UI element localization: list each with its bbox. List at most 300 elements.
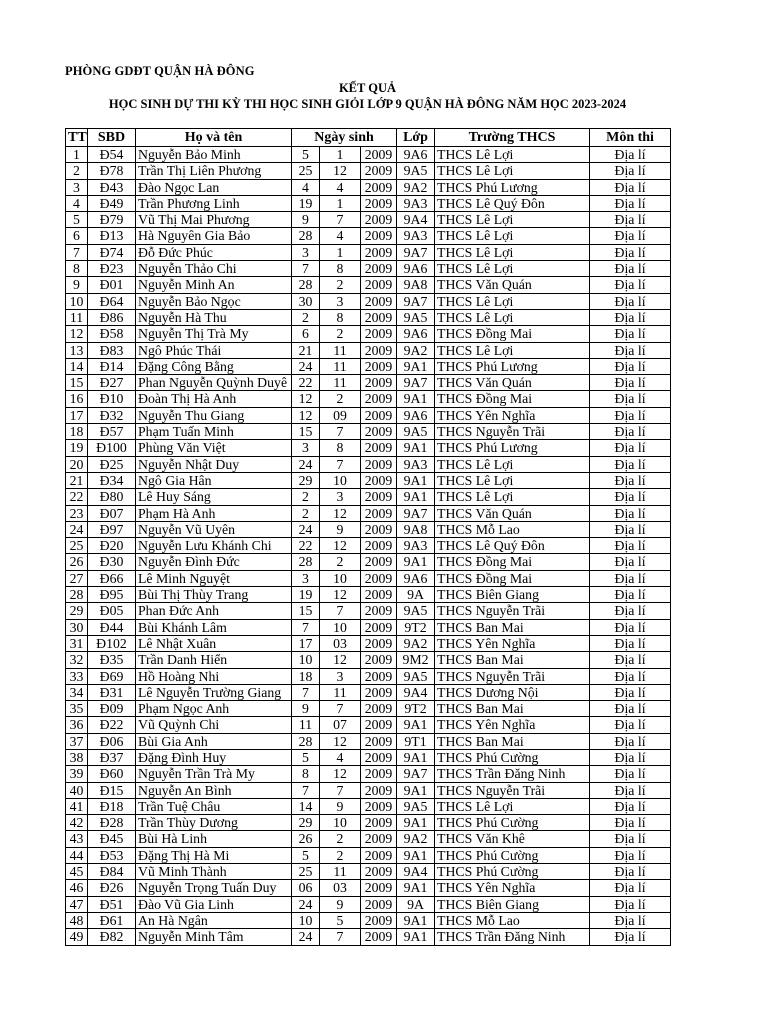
candidate-number: Đ84 bbox=[88, 864, 136, 880]
candidate-number: Đ64 bbox=[88, 293, 136, 309]
birth-year: 2009 bbox=[361, 489, 397, 505]
row-number: 44 bbox=[66, 847, 88, 863]
student-name: Nguyễn Trần Trà My bbox=[136, 766, 292, 782]
birth-month: 7 bbox=[320, 424, 361, 440]
table-row bbox=[66, 391, 671, 407]
class-name: 9A1 bbox=[397, 358, 435, 374]
class-name: 9A1 bbox=[397, 554, 435, 570]
table-row bbox=[66, 847, 671, 863]
student-name: Trần Phương Linh bbox=[136, 195, 292, 211]
candidate-number: Đ20 bbox=[88, 538, 136, 554]
table-row bbox=[66, 326, 671, 342]
class-name: 9A1 bbox=[397, 440, 435, 456]
birth-month: 03 bbox=[320, 880, 361, 896]
row-number: 48 bbox=[66, 912, 88, 928]
birth-year: 2009 bbox=[361, 391, 397, 407]
table-row bbox=[66, 375, 671, 391]
class-name: 9A5 bbox=[397, 424, 435, 440]
row-number: 38 bbox=[66, 749, 88, 765]
birth-day: 4 bbox=[292, 179, 320, 195]
school-name: THCS Phú Cường bbox=[435, 815, 590, 831]
school-name: THCS Lê Lợi bbox=[435, 261, 590, 277]
birth-month: 7 bbox=[320, 212, 361, 228]
class-name: 9A3 bbox=[397, 456, 435, 472]
birth-year: 2009 bbox=[361, 195, 397, 211]
student-name: Lê Minh Nguyệt bbox=[136, 570, 292, 586]
candidate-number: Đ32 bbox=[88, 407, 136, 423]
birth-day: 3 bbox=[292, 440, 320, 456]
row-number: 7 bbox=[66, 244, 88, 260]
class-name: 9A1 bbox=[397, 472, 435, 488]
school-name: THCS Lê Lợi bbox=[435, 163, 590, 179]
birth-day: 7 bbox=[292, 684, 320, 700]
candidate-number: Đ95 bbox=[88, 587, 136, 603]
birth-year: 2009 bbox=[361, 570, 397, 586]
birth-year: 2009 bbox=[361, 603, 397, 619]
table-row bbox=[66, 472, 671, 488]
birth-year: 2009 bbox=[361, 358, 397, 374]
birth-day: 24 bbox=[292, 929, 320, 945]
school-name: THCS Yên Nghĩa bbox=[435, 880, 590, 896]
candidate-number: Đ79 bbox=[88, 212, 136, 228]
table-row bbox=[66, 570, 671, 586]
exam-subject: Địa lí bbox=[590, 668, 671, 684]
row-number: 25 bbox=[66, 538, 88, 554]
candidate-number: Đ23 bbox=[88, 261, 136, 277]
school-name: THCS Nguyễn Trãi bbox=[435, 782, 590, 798]
student-name: Nguyễn Nhật Duy bbox=[136, 456, 292, 472]
candidate-number: Đ86 bbox=[88, 309, 136, 325]
birth-day: 5 bbox=[292, 147, 320, 163]
header-class: Lớp bbox=[397, 129, 435, 147]
exam-subject: Địa lí bbox=[590, 912, 671, 928]
candidate-number: Đ78 bbox=[88, 163, 136, 179]
birth-month: 8 bbox=[320, 440, 361, 456]
class-name: 9A5 bbox=[397, 309, 435, 325]
birth-year: 2009 bbox=[361, 766, 397, 782]
table-row bbox=[66, 782, 671, 798]
exam-subject: Địa lí bbox=[590, 293, 671, 309]
birth-year: 2009 bbox=[361, 554, 397, 570]
birth-year: 2009 bbox=[361, 261, 397, 277]
row-number: 20 bbox=[66, 456, 88, 472]
school-name: THCS Đồng Mai bbox=[435, 391, 590, 407]
row-number: 23 bbox=[66, 505, 88, 521]
birth-year: 2009 bbox=[361, 798, 397, 814]
birth-month: 3 bbox=[320, 293, 361, 309]
candidate-number: Đ82 bbox=[88, 929, 136, 945]
birth-day: 24 bbox=[292, 358, 320, 374]
candidate-number: Đ07 bbox=[88, 505, 136, 521]
row-number: 4 bbox=[66, 195, 88, 211]
table-row bbox=[66, 489, 671, 505]
class-name: 9A1 bbox=[397, 717, 435, 733]
student-name: Phạm Ngọc Anh bbox=[136, 701, 292, 717]
row-number: 3 bbox=[66, 179, 88, 195]
birth-month: 2 bbox=[320, 277, 361, 293]
table-row bbox=[66, 864, 671, 880]
candidate-number: Đ100 bbox=[88, 440, 136, 456]
birth-year: 2009 bbox=[361, 440, 397, 456]
birth-year: 2009 bbox=[361, 587, 397, 603]
birth-day: 9 bbox=[292, 212, 320, 228]
row-number: 39 bbox=[66, 766, 88, 782]
birth-year: 2009 bbox=[361, 815, 397, 831]
birth-day: 3 bbox=[292, 244, 320, 260]
table-row bbox=[66, 456, 671, 472]
candidate-number: Đ80 bbox=[88, 489, 136, 505]
class-name: 9T1 bbox=[397, 733, 435, 749]
birth-month: 9 bbox=[320, 798, 361, 814]
birth-year: 2009 bbox=[361, 293, 397, 309]
candidate-number: Đ09 bbox=[88, 701, 136, 717]
exam-subject: Địa lí bbox=[590, 831, 671, 847]
row-number: 30 bbox=[66, 619, 88, 635]
birth-month: 03 bbox=[320, 635, 361, 651]
school-name: THCS Yên Nghĩa bbox=[435, 717, 590, 733]
table-row bbox=[66, 538, 671, 554]
class-name: 9T2 bbox=[397, 701, 435, 717]
school-name: THCS Lê Lợi bbox=[435, 228, 590, 244]
candidate-number: Đ69 bbox=[88, 668, 136, 684]
table-header-row bbox=[66, 129, 671, 147]
school-name: THCS Văn Quán bbox=[435, 277, 590, 293]
row-number: 27 bbox=[66, 570, 88, 586]
birth-year: 2009 bbox=[361, 521, 397, 537]
birth-month: 1 bbox=[320, 195, 361, 211]
birth-month: 12 bbox=[320, 652, 361, 668]
school-name: THCS Mỗ Lao bbox=[435, 521, 590, 537]
document-subtitle: HỌC SINH DỰ THI KỲ THI HỌC SINH GIỎI LỚP 9 QUẬN HÀ ĐÔNG NĂM HỌC 2023-2024 bbox=[108, 97, 627, 111]
candidate-number: Đ31 bbox=[88, 684, 136, 700]
birth-month: 7 bbox=[320, 456, 361, 472]
table-row bbox=[66, 717, 671, 733]
exam-subject: Địa lí bbox=[590, 652, 671, 668]
birth-day: 3 bbox=[292, 570, 320, 586]
candidate-number: Đ97 bbox=[88, 521, 136, 537]
birth-month: 3 bbox=[320, 489, 361, 505]
birth-month: 2 bbox=[320, 847, 361, 863]
exam-subject: Địa lí bbox=[590, 847, 671, 863]
candidate-number: Đ66 bbox=[88, 570, 136, 586]
class-name: 9A5 bbox=[397, 798, 435, 814]
student-name: Nguyễn Vũ Uyên bbox=[136, 521, 292, 537]
table-row bbox=[66, 244, 671, 260]
student-name: Nguyễn Minh Tâm bbox=[136, 929, 292, 945]
student-name: Nguyễn Đình Đức bbox=[136, 554, 292, 570]
student-name: Nguyễn Bảo Minh bbox=[136, 147, 292, 163]
exam-subject: Địa lí bbox=[590, 440, 671, 456]
class-name: 9A1 bbox=[397, 782, 435, 798]
table-row bbox=[66, 293, 671, 309]
exam-subject: Địa lí bbox=[590, 342, 671, 358]
student-name: Ngô Phúc Thái bbox=[136, 342, 292, 358]
class-name: 9A1 bbox=[397, 880, 435, 896]
birth-year: 2009 bbox=[361, 896, 397, 912]
class-name: 9A5 bbox=[397, 163, 435, 179]
student-name: Vũ Minh Thành bbox=[136, 864, 292, 880]
student-name: Trần Thị Liên Phương bbox=[136, 163, 292, 179]
candidate-number: Đ28 bbox=[88, 815, 136, 831]
results-table bbox=[65, 128, 671, 946]
table-row bbox=[66, 163, 671, 179]
school-name: THCS Phú Lương bbox=[435, 440, 590, 456]
student-name: Nguyễn Bảo Ngọc bbox=[136, 293, 292, 309]
exam-subject: Địa lí bbox=[590, 701, 671, 717]
birth-year: 2009 bbox=[361, 652, 397, 668]
birth-month: 11 bbox=[320, 684, 361, 700]
row-number: 36 bbox=[66, 717, 88, 733]
class-name: 9A2 bbox=[397, 342, 435, 358]
candidate-number: Đ102 bbox=[88, 635, 136, 651]
exam-subject: Địa lí bbox=[590, 505, 671, 521]
birth-month: 12 bbox=[320, 163, 361, 179]
header-subject: Môn thi bbox=[590, 129, 671, 147]
class-name: 9A8 bbox=[397, 521, 435, 537]
class-name: 9A1 bbox=[397, 912, 435, 928]
candidate-number: Đ30 bbox=[88, 554, 136, 570]
birth-month: 12 bbox=[320, 766, 361, 782]
student-name: Nguyễn An Bình bbox=[136, 782, 292, 798]
table-row bbox=[66, 912, 671, 928]
school-name: THCS Văn Khê bbox=[435, 831, 590, 847]
birth-day: 22 bbox=[292, 375, 320, 391]
row-number: 5 bbox=[66, 212, 88, 228]
exam-subject: Địa lí bbox=[590, 163, 671, 179]
birth-day: 24 bbox=[292, 456, 320, 472]
candidate-number: Đ13 bbox=[88, 228, 136, 244]
candidate-number: Đ01 bbox=[88, 277, 136, 293]
birth-year: 2009 bbox=[361, 864, 397, 880]
table-row bbox=[66, 179, 671, 195]
row-number: 8 bbox=[66, 261, 88, 277]
exam-subject: Địa lí bbox=[590, 375, 671, 391]
school-name: THCS Văn Quán bbox=[435, 505, 590, 521]
birth-month: 11 bbox=[320, 375, 361, 391]
candidate-number: Đ27 bbox=[88, 375, 136, 391]
candidate-number: Đ18 bbox=[88, 798, 136, 814]
exam-subject: Địa lí bbox=[590, 554, 671, 570]
student-name: Đặng Thị Hà Mi bbox=[136, 847, 292, 863]
row-number: 35 bbox=[66, 701, 88, 717]
school-name: THCS Mỗ Lao bbox=[435, 912, 590, 928]
table-row bbox=[66, 766, 671, 782]
table-row bbox=[66, 554, 671, 570]
exam-subject: Địa lí bbox=[590, 619, 671, 635]
exam-subject: Địa lí bbox=[590, 635, 671, 651]
school-name: THCS Văn Quán bbox=[435, 375, 590, 391]
student-name: Vũ Thị Mai Phương bbox=[136, 212, 292, 228]
exam-subject: Địa lí bbox=[590, 864, 671, 880]
candidate-number: Đ10 bbox=[88, 391, 136, 407]
birth-day: 12 bbox=[292, 391, 320, 407]
row-number: 45 bbox=[66, 864, 88, 880]
class-name: 9A1 bbox=[397, 749, 435, 765]
birth-day: 28 bbox=[292, 228, 320, 244]
row-number: 28 bbox=[66, 587, 88, 603]
student-name: An Hà Ngân bbox=[136, 912, 292, 928]
class-name: 9A6 bbox=[397, 570, 435, 586]
birth-month: 10 bbox=[320, 570, 361, 586]
birth-year: 2009 bbox=[361, 619, 397, 635]
school-name: THCS Lê Quý Đôn bbox=[435, 195, 590, 211]
class-name: 9A2 bbox=[397, 179, 435, 195]
birth-month: 12 bbox=[320, 733, 361, 749]
row-number: 11 bbox=[66, 309, 88, 325]
birth-month: 2 bbox=[320, 391, 361, 407]
row-number: 12 bbox=[66, 326, 88, 342]
candidate-number: Đ26 bbox=[88, 880, 136, 896]
birth-year: 2009 bbox=[361, 847, 397, 863]
class-name: 9A4 bbox=[397, 864, 435, 880]
school-name: THCS Lê Lợi bbox=[435, 342, 590, 358]
exam-subject: Địa lí bbox=[590, 456, 671, 472]
table-row bbox=[66, 440, 671, 456]
birth-month: 5 bbox=[320, 912, 361, 928]
exam-subject: Địa lí bbox=[590, 880, 671, 896]
student-name: Đoàn Thị Hà Anh bbox=[136, 391, 292, 407]
table-row bbox=[66, 815, 671, 831]
table-row bbox=[66, 701, 671, 717]
school-name: THCS Nguyễn Trãi bbox=[435, 603, 590, 619]
birth-day: 9 bbox=[292, 701, 320, 717]
row-number: 49 bbox=[66, 929, 88, 945]
birth-day: 25 bbox=[292, 864, 320, 880]
school-name: THCS Lê Lợi bbox=[435, 212, 590, 228]
student-name: Lê Nhật Xuân bbox=[136, 635, 292, 651]
school-name: THCS Ban Mai bbox=[435, 733, 590, 749]
class-name: 9A6 bbox=[397, 407, 435, 423]
school-name: THCS Trần Đăng Ninh bbox=[435, 766, 590, 782]
birth-year: 2009 bbox=[361, 538, 397, 554]
candidate-number: Đ57 bbox=[88, 424, 136, 440]
candidate-number: Đ34 bbox=[88, 472, 136, 488]
header-sbd: SBD bbox=[88, 129, 136, 147]
birth-day: 2 bbox=[292, 309, 320, 325]
birth-year: 2009 bbox=[361, 733, 397, 749]
row-number: 18 bbox=[66, 424, 88, 440]
birth-month: 9 bbox=[320, 896, 361, 912]
table-row bbox=[66, 228, 671, 244]
birth-day: 12 bbox=[292, 407, 320, 423]
birth-month: 12 bbox=[320, 505, 361, 521]
table-row bbox=[66, 587, 671, 603]
birth-month: 8 bbox=[320, 309, 361, 325]
school-name: THCS Phú Lương bbox=[435, 179, 590, 195]
table-row bbox=[66, 195, 671, 211]
school-name: THCS Ban Mai bbox=[435, 701, 590, 717]
exam-subject: Địa lí bbox=[590, 424, 671, 440]
birth-month: 7 bbox=[320, 701, 361, 717]
birth-day: 7 bbox=[292, 261, 320, 277]
class-name: 9A bbox=[397, 587, 435, 603]
row-number: 29 bbox=[66, 603, 88, 619]
exam-subject: Địa lí bbox=[590, 391, 671, 407]
student-name: Bùi Khánh Lâm bbox=[136, 619, 292, 635]
student-name: Nguyễn Thu Giang bbox=[136, 407, 292, 423]
exam-subject: Địa lí bbox=[590, 815, 671, 831]
student-name: Phan Đức Anh bbox=[136, 603, 292, 619]
school-name: THCS Phú Cường bbox=[435, 749, 590, 765]
class-name: 9A6 bbox=[397, 261, 435, 277]
class-name: 9A7 bbox=[397, 293, 435, 309]
school-name: THCS Lê Lợi bbox=[435, 293, 590, 309]
table-row bbox=[66, 521, 671, 537]
candidate-number: Đ74 bbox=[88, 244, 136, 260]
class-name: 9A7 bbox=[397, 766, 435, 782]
school-name: THCS Phú Cường bbox=[435, 847, 590, 863]
birth-day: 06 bbox=[292, 880, 320, 896]
table-row bbox=[66, 896, 671, 912]
class-name: 9M2 bbox=[397, 652, 435, 668]
candidate-number: Đ53 bbox=[88, 847, 136, 863]
exam-subject: Địa lí bbox=[590, 489, 671, 505]
birth-year: 2009 bbox=[361, 749, 397, 765]
class-name: 9A6 bbox=[397, 147, 435, 163]
row-number: 1 bbox=[66, 147, 88, 163]
birth-day: 28 bbox=[292, 733, 320, 749]
exam-subject: Địa lí bbox=[590, 212, 671, 228]
student-name: Nguyễn Thảo Chi bbox=[136, 261, 292, 277]
table-row bbox=[66, 407, 671, 423]
birth-year: 2009 bbox=[361, 472, 397, 488]
birth-month: 1 bbox=[320, 147, 361, 163]
exam-subject: Địa lí bbox=[590, 896, 671, 912]
class-name: 9A3 bbox=[397, 195, 435, 211]
department-name: PHÒNG GDĐT QUẬN HÀ ĐÔNG bbox=[65, 64, 255, 78]
student-name: Lê Huy Sáng bbox=[136, 489, 292, 505]
birth-day: 24 bbox=[292, 521, 320, 537]
class-name: 9A6 bbox=[397, 326, 435, 342]
row-number: 22 bbox=[66, 489, 88, 505]
exam-subject: Địa lí bbox=[590, 228, 671, 244]
student-name: Trần Thùy Dương bbox=[136, 815, 292, 831]
birth-year: 2009 bbox=[361, 326, 397, 342]
exam-subject: Địa lí bbox=[590, 570, 671, 586]
exam-subject: Địa lí bbox=[590, 798, 671, 814]
school-name: THCS Biên Giang bbox=[435, 587, 590, 603]
exam-subject: Địa lí bbox=[590, 195, 671, 211]
school-name: THCS Lê Lợi bbox=[435, 309, 590, 325]
candidate-number: Đ22 bbox=[88, 717, 136, 733]
student-name: Ngô Gia Hân bbox=[136, 472, 292, 488]
birth-year: 2009 bbox=[361, 407, 397, 423]
birth-year: 2009 bbox=[361, 342, 397, 358]
school-name: THCS Lê Lợi bbox=[435, 147, 590, 163]
birth-month: 10 bbox=[320, 815, 361, 831]
table-row bbox=[66, 424, 671, 440]
class-name: 9A3 bbox=[397, 538, 435, 554]
student-name: Đặng Đình Huy bbox=[136, 749, 292, 765]
candidate-number: Đ43 bbox=[88, 179, 136, 195]
table-row bbox=[66, 277, 671, 293]
birth-year: 2009 bbox=[361, 179, 397, 195]
row-number: 41 bbox=[66, 798, 88, 814]
exam-subject: Địa lí bbox=[590, 929, 671, 945]
birth-day: 17 bbox=[292, 635, 320, 651]
birth-day: 28 bbox=[292, 277, 320, 293]
row-number: 15 bbox=[66, 375, 88, 391]
birth-year: 2009 bbox=[361, 456, 397, 472]
exam-subject: Địa lí bbox=[590, 587, 671, 603]
candidate-number: Đ61 bbox=[88, 912, 136, 928]
table-row bbox=[66, 733, 671, 749]
row-number: 26 bbox=[66, 554, 88, 570]
exam-subject: Địa lí bbox=[590, 472, 671, 488]
student-name: Vũ Quỳnh Chi bbox=[136, 717, 292, 733]
table-row bbox=[66, 603, 671, 619]
exam-subject: Địa lí bbox=[590, 603, 671, 619]
